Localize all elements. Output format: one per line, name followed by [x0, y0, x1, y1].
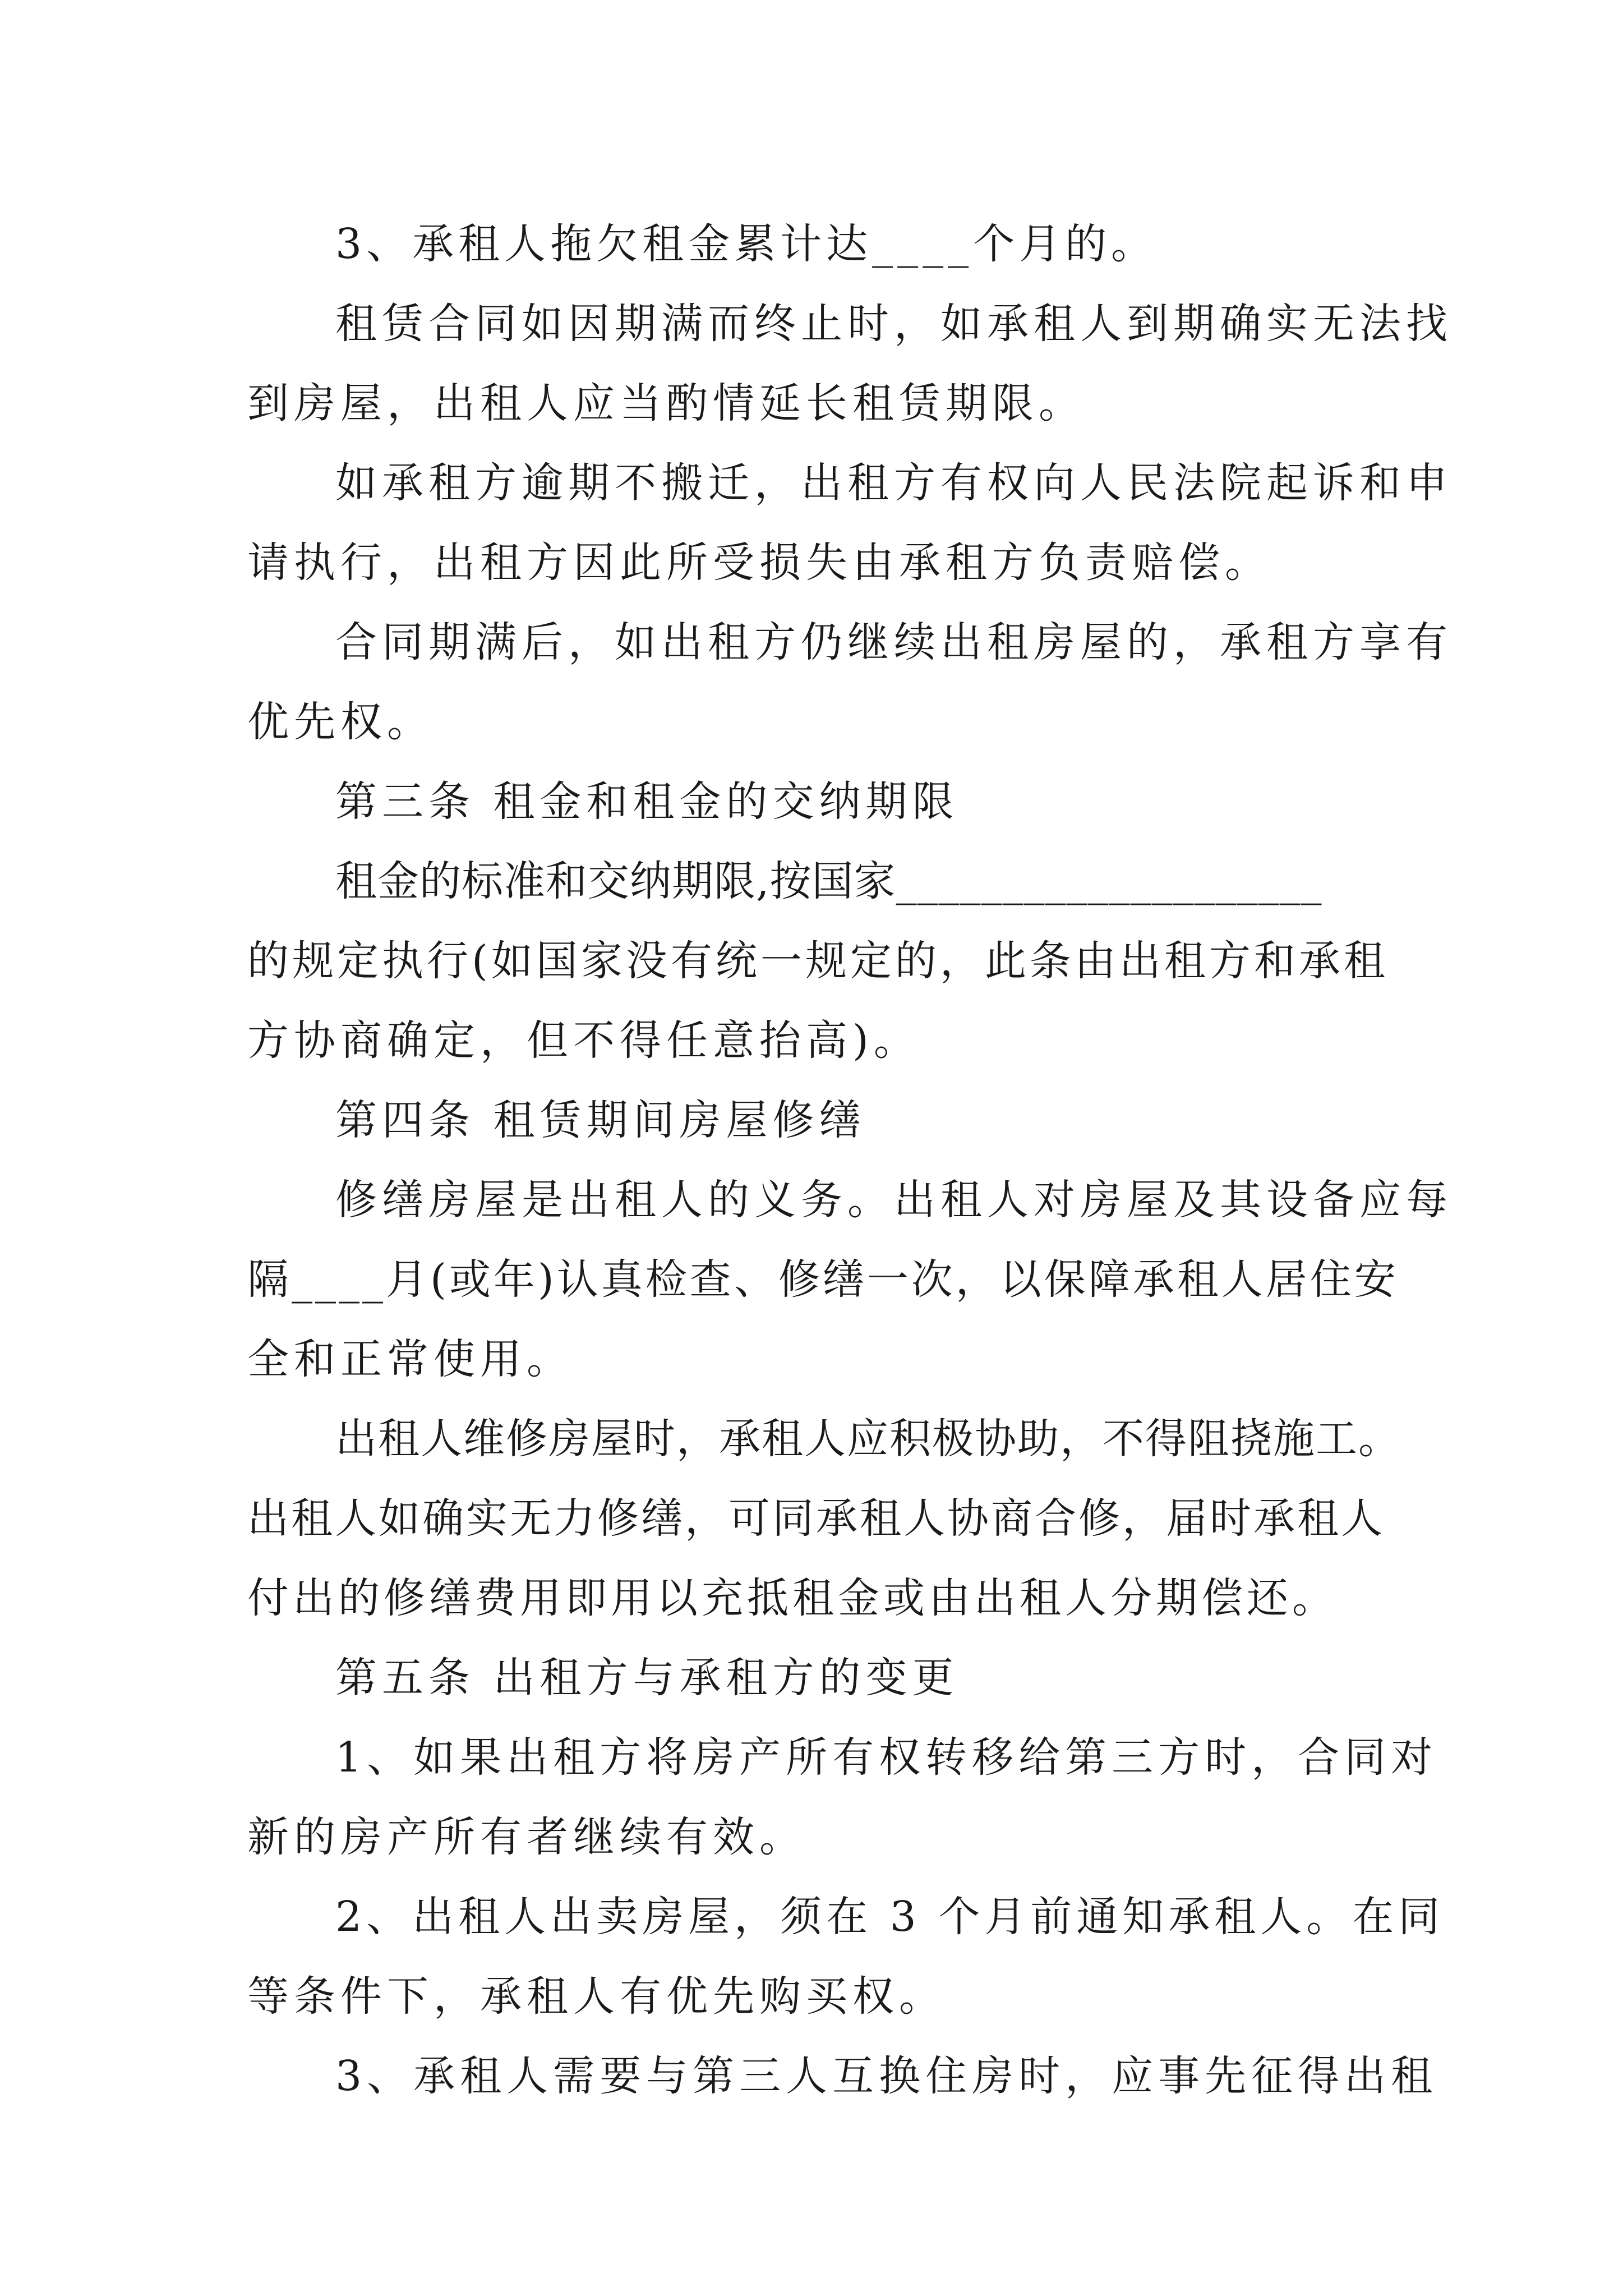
text-line-11: 方协商确定，但不得任意抬高)。 — [247, 1016, 920, 1065]
text-line-5: 请执行，出租方因此所受损失由承租方负责赔偿。 — [247, 539, 1271, 587]
text-line-18: 付出的修缮费用即用以充抵租金或由出租人分期偿还。 — [247, 1574, 1338, 1622]
text-line-13: 修缮房屋是出租人的义务。出租人对房屋及其设备应每 — [335, 1176, 1453, 1224]
section-heading-4: 第四条 租赁期间房屋修缮 — [335, 1096, 866, 1144]
text-line-24: 3、承租人需要与第三人互换住房时，应事先征得出租 — [335, 2052, 1438, 2100]
text-line-22: 2、出租人出卖房屋，须在 3 个月前通知承租人。在同 — [335, 1893, 1445, 1941]
section-heading-3: 第三条 租金和租金的交纳期限 — [335, 777, 959, 826]
text-line-21: 新的房产所有者继续有效。 — [247, 1813, 806, 1861]
text-line-6: 合同期满后，如出租方仍继续出租房屋的，承租方享有 — [335, 618, 1453, 666]
text-line-4: 如承租方逾期不搬迁，出租方有权向人民法院起诉和申 — [335, 459, 1453, 507]
section-heading-5: 第五条 出租方与承租方的变更 — [335, 1654, 959, 1702]
text-line-17: 出租人如确实无力修缮，可同承租人协商合修，届时承租人 — [247, 1494, 1385, 1543]
text-line-9: 租金的标准和交纳期限,按国家____________________ — [335, 857, 1322, 905]
text-line-20: 1、如果出租方将房产所有权转移给第三方时，合同对 — [335, 1733, 1438, 1782]
text-line-16: 出租人维修房屋时，承租人应积极协助，不得阻挠施工。 — [335, 1415, 1401, 1463]
text-line-15: 全和正常使用。 — [247, 1335, 573, 1383]
text-line-7: 优先权。 — [247, 698, 434, 746]
text-line-3: 到房屋，出租人应当酌情延长租赁期限。 — [247, 379, 1085, 427]
text-line-2: 租赁合同如因期满而终止时，如承租人到期确实无法找 — [335, 300, 1453, 348]
text-line-1: 3、承租人拖欠租金累计达____个月的。 — [335, 220, 1158, 268]
text-line-23: 等条件下，承租人有优先购买权。 — [247, 1972, 946, 2021]
text-line-14: 隔____月(或年)认真检查、修缮一次，以保障承租人居住安 — [247, 1255, 1399, 1304]
text-line-10: 的规定执行(如国家没有统一规定的，此条由出租方和承租 — [247, 937, 1389, 985]
